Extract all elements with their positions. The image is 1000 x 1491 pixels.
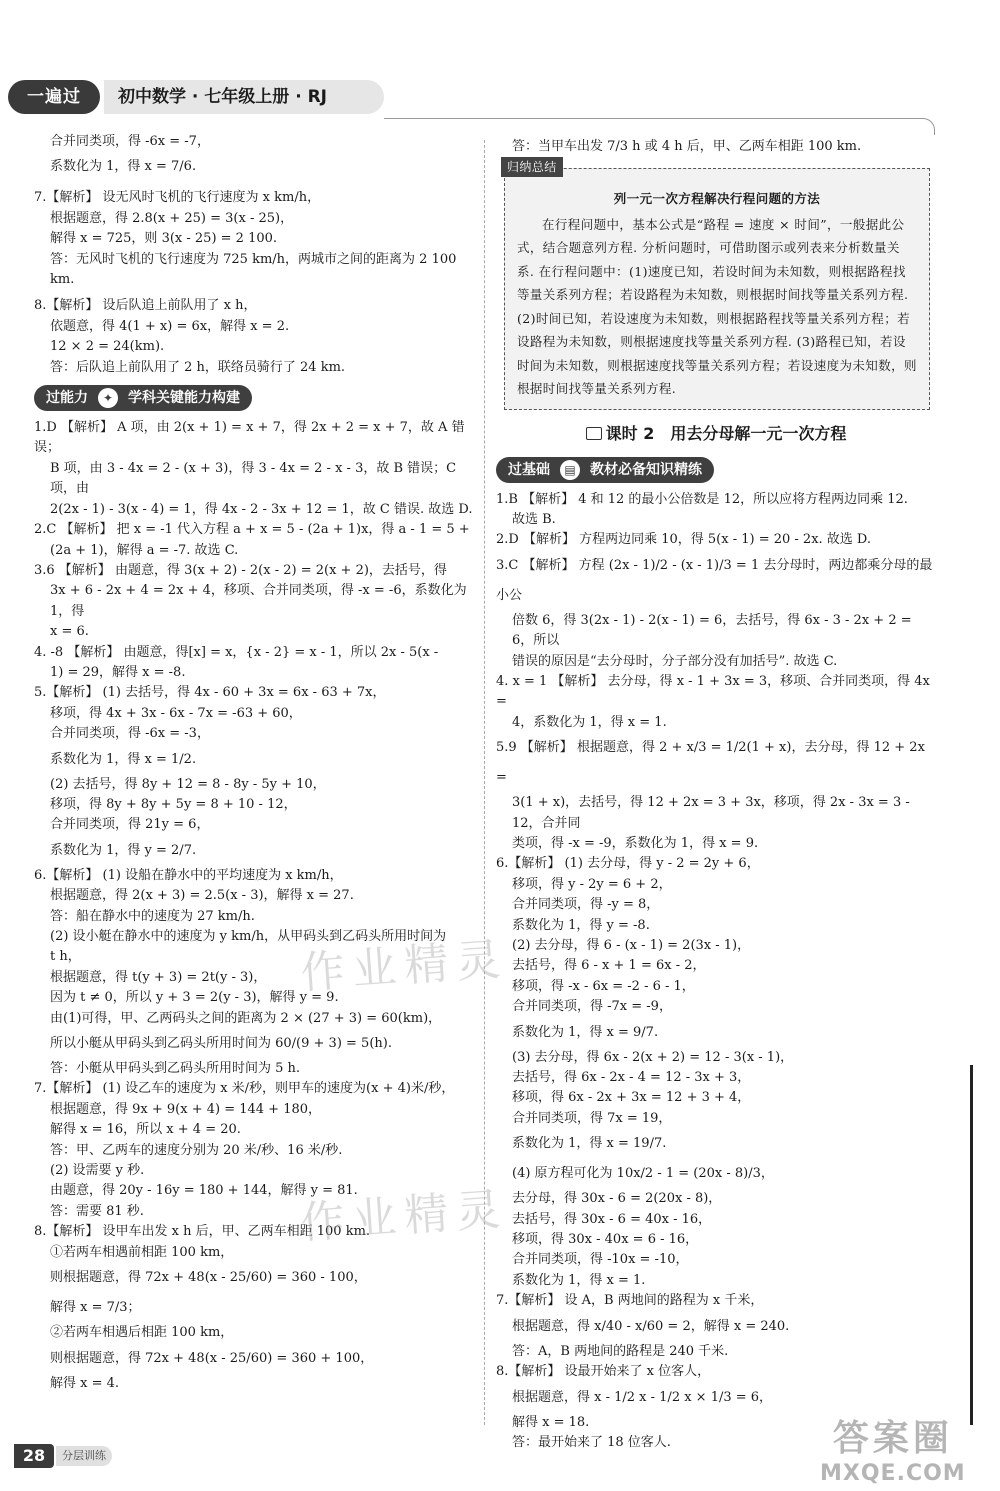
summary-text: 在行程问题中，基本公式是“路程 = 速度 × 时间”，一般据此公式，结合题意列方程. 分析问题时，可借助图示或列表来分析数量关系. 在行程问题中：(1)速度已知，若设时间为未知数，则根据路程找等量关系列方程；若设路程为未知数，则根据时间找等量关系列方程. (2)时间已知，若设速度为未知数，则根据路程找等量关系列方程；若设路程为未知数，则根据速度找等量关系列方程. (3)路程已知，若设时间为未知数，则根据速度找等量关系列方程；若设速度为未知数，则根据时间找等量关系列方程. — [517, 216, 917, 396]
text-line: 12 × 2 = 24(km). — [50, 339, 165, 355]
text-line: 系数化为 1，得 x = 7/6. — [50, 159, 197, 175]
text-line: 合并同类项，得 -10x = -10， — [512, 1252, 689, 1268]
text-line: 移项，得 4x + 3x - 6x - 7x = -63 + 60， — [50, 705, 302, 721]
right-column — [496, 132, 936, 1453]
text-line: 移项，得 -x - 6x = -2 - 6 - 1， — [512, 978, 695, 994]
text-line: 根据题意，得 9x + 9(x + 4) = 144 + 180， — [50, 1101, 322, 1117]
text-line: 去括号，得 6 - x + 1 = 6x - 2， — [512, 958, 706, 974]
text-line: t h， — [50, 949, 81, 965]
page-header — [0, 74, 1000, 124]
book-icon — [586, 427, 602, 440]
text-line: 移项，得 8y + 8y + 5y = 8 + 10 - 12， — [50, 796, 297, 812]
text-line: 系数化为 1，得 y = -8. — [512, 917, 650, 933]
section-pill — [496, 457, 714, 483]
ribbon-icon: ✦ — [98, 388, 118, 408]
text-line: (2) 去括号，得 8y + 12 = 8 - 8y - 5y + 10， — [50, 776, 326, 792]
text-line: 则根据题意，得 72x + 48(x - 25/60) = 360 - 100， — [50, 1270, 367, 1286]
section-subtitle: 教材必备知识精练 — [590, 461, 702, 478]
text-line: 2.C 【解析】 把 x = -1 代入方程 a + x = 5 - (2a + 1)x，得 a - 1 = 5 + — [34, 522, 470, 538]
section-label: 过基础 — [508, 461, 550, 478]
header-rule — [384, 118, 924, 119]
text-line: 根据题意，得 2(x + 3) = 2.5(x - 3)，解得 x = 27. — [50, 888, 354, 904]
text-line: 根据题意，得 t(y + 3) = 2t(y - 3)， — [50, 969, 267, 985]
lesson-title — [496, 422, 936, 446]
series-label: 分层训练 — [56, 1446, 112, 1466]
text-line: 1.B 【解析】 4 和 12 的最小公倍数是 12，所以应将方程两边同乘 12. — [496, 491, 908, 507]
text-line: 依题意，得 4(1 + x) = 6x，解得 x = 2. — [50, 318, 290, 334]
text-line: 1.D 【解析】 A 项，由 2(x + 1) = x + 7，得 2x + 2 = x + 7，故 A 错误； — [34, 420, 465, 456]
summary-title: 列一元一次方程解决行程问题的方法 — [613, 191, 821, 206]
text-line: 解得 x = 4. — [50, 1375, 120, 1391]
text-line: 根据题意，得 x - 1/2 x - 1/2 x × 1/3 = 6， — [512, 1389, 773, 1405]
text-line: 6.【解析】 (1) 去分母，得 y - 2 = 2y + 6， — [496, 856, 760, 872]
text-line: 合并同类项，得 -y = 8， — [512, 897, 660, 913]
text-line: (2) 设小艇在静水中的速度为 y km/h，从甲码头到乙码头所用时间为 — [50, 929, 447, 944]
text-line: 5.【解析】 (1) 去括号，得 4x - 60 + 3x = 6x - 63 + 7x， — [34, 685, 386, 701]
text-line: 6.【解析】 (1) 设船在静水中的平均速度为 x km/h， — [34, 867, 343, 883]
text-line: 解得 x = 725，则 3(x - 25) = 2 100. — [50, 231, 278, 247]
text-line: 系数化为 1，得 x = 1. — [512, 1272, 646, 1288]
text-line: 7.【解析】 设 A，B 两地间的路程为 x 千米， — [496, 1293, 764, 1309]
question-8-line: 8.【解析】 设后队追上前队用了 x h， — [34, 298, 257, 314]
text-line: 4，系数化为 1，得 x = 1. — [512, 714, 667, 730]
question-7-line: 7.【解析】 设无风时飞机的飞行速度为 x km/h， — [34, 190, 321, 206]
summary-box — [504, 160, 930, 410]
text-line: (2a + 1)，解得 a = -7. 故选 C. — [50, 542, 239, 558]
text-line: 答：A，B 两地间的路程是 240 千米. — [512, 1343, 729, 1359]
text-line: 错误的原因是“去分母时，分子部分没有加括号”. 故选 C. — [512, 653, 838, 669]
text-line: 移项，得 y - 2y = 6 + 2， — [512, 876, 672, 892]
text-line: 3.6 【解析】 由题意，得 3(x + 2) - 2(x - 2) = 2(x + 2)，去括号，得 — [34, 562, 447, 578]
section-label: 过能力 — [46, 390, 88, 407]
section-pill — [34, 385, 252, 411]
section-subtitle: 学科关键能力构建 — [128, 390, 240, 407]
left-column — [34, 132, 478, 1394]
text-line: 由题意，得 20y - 16y = 180 + 144，解得 y = 81. — [50, 1183, 358, 1199]
text-line: 去分母，得 30x - 6 = 2(20x - 8)， — [512, 1191, 722, 1207]
series-logo: 一遍过 — [8, 80, 100, 114]
text-line: 所以小艇从甲码头到乙码头所用时间为 60/(9 + 3) = 5(h). — [50, 1036, 392, 1052]
text-line: 合并同类项，得 -7x = -9， — [512, 999, 672, 1015]
watermark-text: 作业精灵 — [298, 933, 510, 1000]
text-line: 答：船在静水中的速度为 27 km/h. — [50, 908, 255, 924]
text-line: 5.9 【解析】 根据题意，得 2 + x/3 = 1/2(1 + x)，去分母，得 12 + 2x = — [496, 740, 930, 786]
text-line: 类项，得 -x = -9，系数化为 1，得 x = 9. — [512, 835, 759, 851]
text-line: 答：甲、乙两车的速度分别为 20 米/秒、16 米/秒. — [50, 1142, 343, 1158]
text-line: (4) 原方程可化为 10x/2 - 1 = (20x - 8)/3， — [512, 1166, 774, 1182]
text-line: 7.【解析】 (1) 设乙车的速度为 x 米/秒，则甲车的速度为(x + 4)米/秒， — [34, 1081, 455, 1097]
text-line: 2(2x - 1) - 3(x - 4) = 1，得 4x - 2 - 3x + 12 = 1，故 C 错误. 故选 D. — [50, 501, 473, 517]
site-watermark-url: MXQE.COM — [820, 1461, 966, 1486]
text-line: (3) 去分母，得 6x - 2(x + 2) = 12 - 3(x - 1)， — [512, 1049, 794, 1065]
text-line: 答：无风时飞机的飞行速度为 725 km/h，两城市之间的距离为 2 100 km. — [50, 251, 461, 288]
text-line: 因为 t ≠ 0，所以 y + 3 = 2(y - 3)，解得 y = 9. — [50, 990, 339, 1006]
book-title: 初中数学 · 七年级上册 · RJ — [104, 80, 384, 114]
text-line: 答：小艇从甲码头到乙码头所用时间为 5 h. — [50, 1061, 301, 1077]
text-line: 系数化为 1，得 x = 1/2. — [50, 751, 197, 767]
text-line: 解得 x = 18. — [512, 1414, 590, 1430]
text-line: x = 6. — [50, 624, 89, 640]
text-line: 根据题意，得 x/40 - x/60 = 2，解得 x = 240. — [512, 1318, 790, 1334]
text-line: 4. x = 1 【解析】 去分母，得 x - 1 + 3x = 3，移项、合并同类项，得 4x = — [496, 673, 935, 710]
text-line: 3x + 6 - 2x + 4 = 2x + 4，移项、合并同类项，得 -x = -6，系数化为 1，得 — [50, 583, 471, 619]
text-line: 由(1)可得，甲、乙两码头之间的距离为 2 × (27 + 3) = 60(km)， — [50, 1010, 442, 1026]
text-line: 2.D 【解析】 方程两边同乘 10，得 5(x - 1) = 20 - 2x. 故选 D. — [496, 532, 872, 548]
section-band-basics — [496, 456, 936, 484]
text-line: 移项，得 6x - 2x + 3x = 12 + 3 + 4， — [512, 1090, 751, 1106]
site-watermark — [820, 1410, 966, 1486]
text-line: 倍数 6，得 3(2x - 1) - 2(x - 1) = 6，去括号，得 6x - 3 - 2x + 2 = 6，所以 — [512, 612, 916, 649]
text-line: B 项，由 3 - 4x = 2 - (x + 3)，得 3 - 4x = 2 - x - 3，故 B 错误；C 项，由 — [50, 460, 461, 497]
section-band-ability — [34, 384, 478, 412]
text-line: 8.【解析】 设最开始来了 x 位客人， — [496, 1364, 711, 1380]
text-line: 去括号，得 6x - 2x - 4 = 12 - 3x + 3， — [512, 1070, 751, 1086]
summary-tag: 归纳总结 — [501, 157, 563, 177]
text-line: 系数化为 1，得 x = 19/7. — [512, 1136, 667, 1152]
text-line: 解得 x = 16，所以 x + 4 = 20. — [50, 1122, 241, 1138]
lesson-title-text: 课时 2 用去分母解一元一次方程 — [605, 423, 847, 443]
text-line: 解得 x = 7/3； — [50, 1300, 141, 1316]
text-line: 4. -8 【解析】 由题意，得[x] = x，{x - 2} = x - 1，所以 2x - 5(x - — [34, 644, 439, 660]
text-line: 合并同类项，得 -6x = -3， — [50, 726, 210, 742]
page-number: 28 — [14, 1444, 54, 1468]
text-line: 8.【解析】 设甲车出发 x h 后，甲、乙两车相距 100 km. — [34, 1224, 371, 1240]
text-line: 根据题意，得 2.8(x + 25) = 3(x - 25)， — [50, 210, 294, 226]
text-line: 系数化为 1，得 x = 9/7. — [512, 1024, 659, 1040]
text-line: 系数化为 1，得 y = 2/7. — [50, 842, 197, 858]
text-line: 答：最开始来了 18 位客人. — [512, 1434, 671, 1450]
page-footer — [0, 1444, 160, 1470]
text-line: 合并同类项，得 7x = 19， — [512, 1110, 672, 1126]
watermark-text: 作业精灵 — [298, 1183, 510, 1250]
text-line: 答：后队追上前队用了 2 h，联络员骑行了 24 km. — [50, 359, 346, 375]
text-line: 去括号，得 30x - 6 = 40x - 16， — [512, 1211, 712, 1227]
text-line: 答：需要 81 秒. — [50, 1203, 144, 1219]
text-line: ①若两车相遇前相距 100 km， — [50, 1244, 234, 1260]
notebook-icon: ▤ — [560, 460, 580, 480]
text-line: 3.C 【解析】 方程 (2x - 1)/2 - (x - 1)/3 = 1 去分母时，两边都乘分母的最小公 — [496, 557, 933, 603]
site-watermark-logo: 答案圈 — [832, 1418, 953, 1459]
text-line: (2) 设需要 y 秒. — [50, 1163, 145, 1179]
text-line: (2) 去分母，得 6 - (x - 1) = 2(3x - 1)， — [512, 938, 751, 953]
text-line: 合并同类项，得 -6x = -7， — [50, 134, 210, 149]
text-line: 1) = 29，解得 x = -8. — [50, 664, 186, 680]
text-line: 故选 B. — [512, 511, 556, 527]
text-line: 答：当甲车出发 7/3 h 或 4 h 后，甲、乙两车相距 100 km. — [512, 139, 862, 154]
column-divider — [484, 140, 485, 1425]
text-line: 移项，得 30x - 40x = 6 - 16， — [512, 1232, 699, 1248]
text-line: 3(1 + x)，去括号，得 12 + 2x = 3 + 3x，移项，得 2x - 3x = 3 - 12，合并同 — [512, 795, 914, 831]
text-line: 合并同类项，得 21y = 6， — [50, 817, 210, 833]
text-line: 则根据题意，得 72x + 48(x - 25/60) = 360 + 100， — [50, 1350, 374, 1366]
margin-rule — [970, 1065, 973, 1425]
text-line: ②若两车相遇后相距 100 km， — [50, 1325, 234, 1341]
